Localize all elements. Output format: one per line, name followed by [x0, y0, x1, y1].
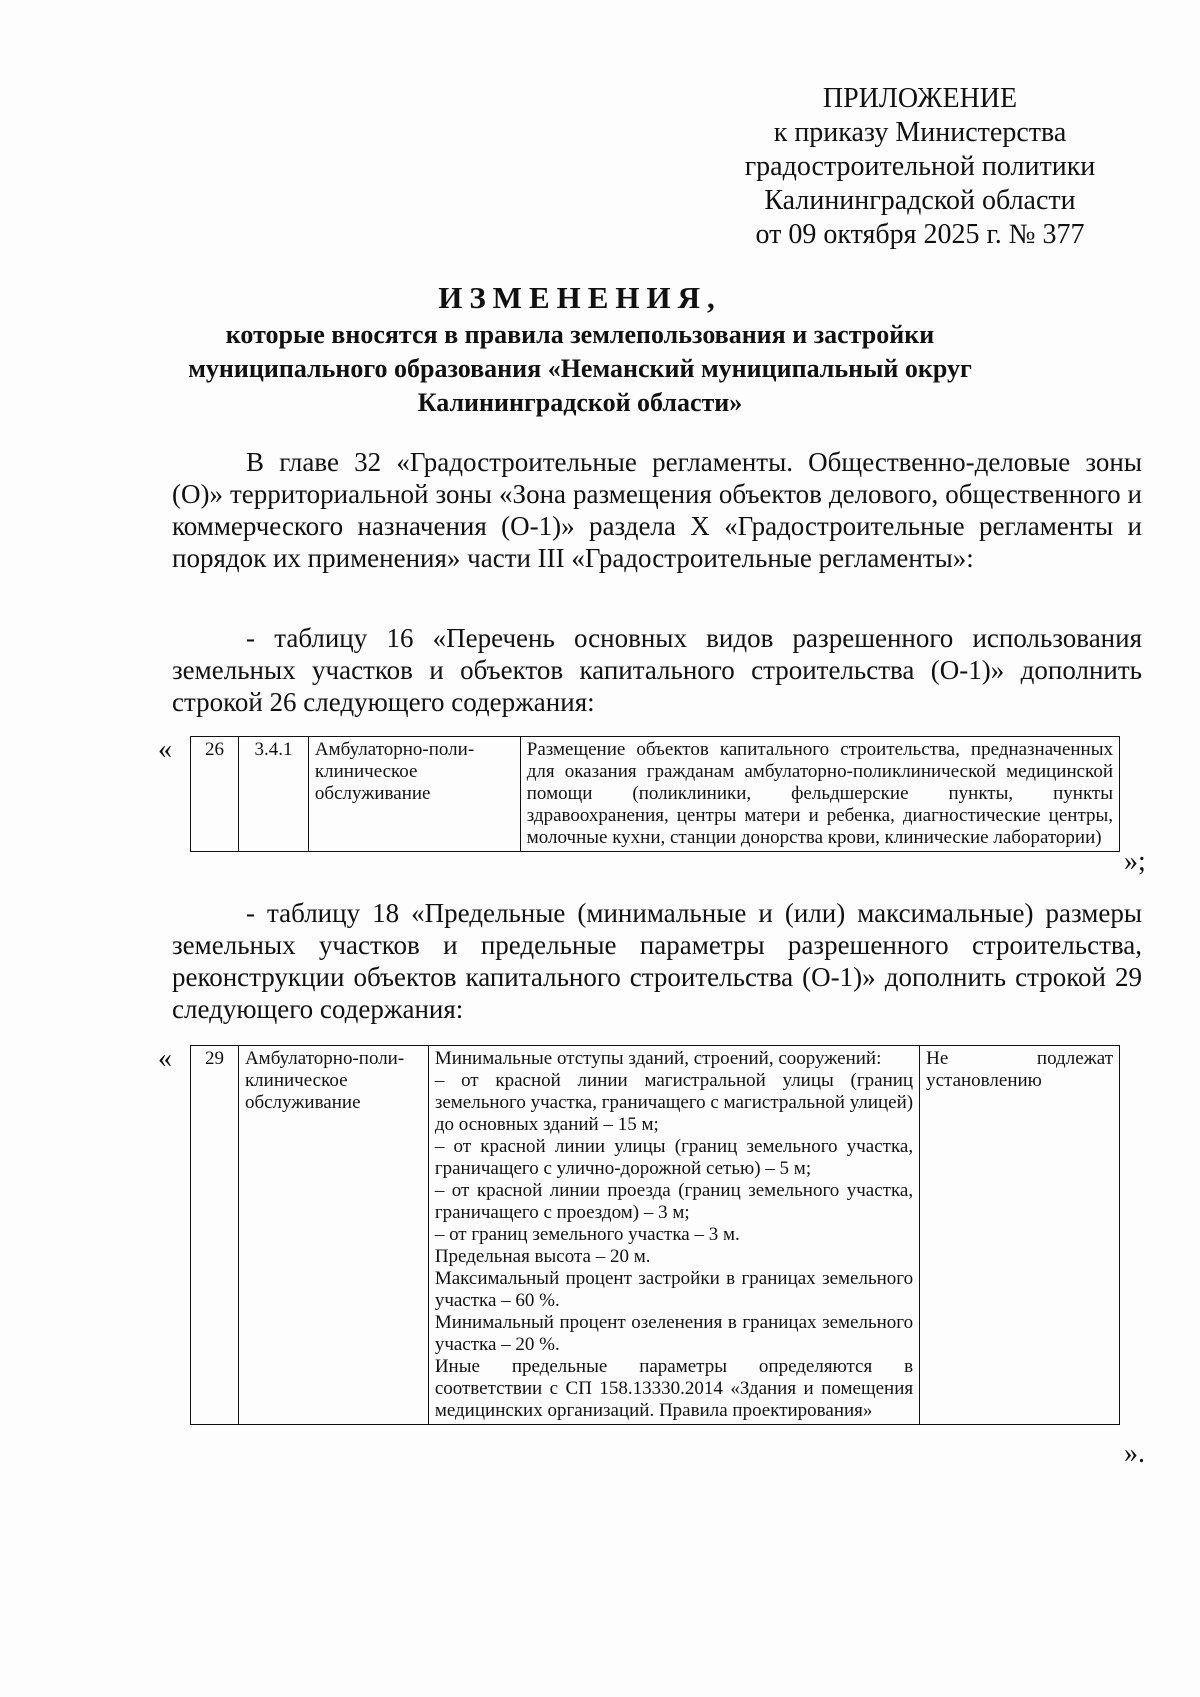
params-cell — [428, 1046, 919, 1425]
code-cell: 3.4.1 — [238, 737, 308, 852]
title-line: муниципального образования «Неманский муниципальный округ — [188, 354, 972, 383]
appendix-title: ПРИЛОЖЕНИЕ — [822, 83, 1018, 114]
paragraph-text: - таблицу 18 «Предельные (минимальные и (или) максимальные) размеры земельных участков и предельные параметры разрешенного строительства, реконструкции объектов капитального строительства (О-1)» дополнить строкой 29 следующего содержания: — [172, 898, 1142, 1024]
title-line: Калининградской области» — [417, 388, 743, 417]
table-row — [191, 737, 1120, 852]
appendix-header — [700, 82, 1140, 252]
appendix-date: от 09 октября 2025 г. № 377 — [755, 219, 1085, 250]
param-line: – от красной линии проезда (границ земельного участка, граничащего с проездом) – 3 м; — [434, 1180, 914, 1223]
table2-open-quote: « — [158, 1043, 172, 1074]
title-main: ИЗМЕНЕНИЯ, — [438, 280, 722, 315]
param-line: – от границ земельного участка – 3 м. — [434, 1224, 740, 1245]
row-number-cell: 29 — [191, 1046, 239, 1425]
appendix-line: Калининградской области — [764, 185, 1076, 216]
param-line: Предельная высота – 20 м. — [434, 1246, 651, 1267]
param-line: Иные предельные параметры определяются в соответствии с СП 158.13330.2014 «Здания и помещения медицинских организаций. Правила проектирования» — [434, 1356, 914, 1421]
param-line: Минимальные отступы зданий, строений, сооружений: — [434, 1048, 882, 1069]
appendix-line: к приказу Министерства — [773, 117, 1067, 148]
appendix-line: градостроительной политики — [744, 151, 1096, 182]
table1-open-quote: « — [158, 734, 172, 765]
paragraph-table16 — [172, 622, 1142, 718]
name-cell: Амбулаторно-поли-клиническое обслуживание — [308, 737, 520, 852]
note-cell: Не подлежат установлению — [920, 1046, 1120, 1425]
paragraph-text: В главе 32 «Градостроительные регламенты. Общественно-деловые зоны (О)» территориальной зоны «Зона размещения объектов делового, общественного и коммерческого назначения (О-1)» раздела X «Градостроительные регламенты и порядок их применения» части III «Градостроительные регламенты»: — [172, 447, 1142, 573]
name-cell: Амбулаторно-поли-клиническое обслуживание — [238, 1046, 428, 1425]
table2-close-quote: ». — [1124, 1438, 1145, 1469]
description-cell: Размещение объектов капитального строительства, предназначенных для оказания гражданам амбулаторно-поликлинической медицинской помощи (поликлиники, фельдшерские пункты, пункты здравоохранения, центры матери и ребенка, диагностические центры, молочные кухни, станции донорства крови, клинические лаборатории) — [520, 737, 1119, 852]
param-line: Минимальный процент озеленения в границах земельного участка – 20 %. — [434, 1312, 914, 1355]
param-line: – от красной линии улицы (границ земельного участка, граничащего с улично-дорожной сетью) – 5 м; — [434, 1136, 914, 1179]
table-18-row — [190, 1045, 1120, 1425]
document-title — [160, 278, 1000, 420]
param-line: – от красной линии магистральной улицы (границ земельного участка, граничащего с магистральной улицей) до основных зданий – 15 м; — [434, 1070, 914, 1135]
paragraph-intro — [172, 446, 1142, 574]
param-line: Максимальный процент застройки в границах земельного участка – 60 %. — [434, 1268, 914, 1311]
table-row — [191, 1046, 1120, 1425]
paragraph-text: - таблицу 16 «Перечень основных видов разрешенного использования земельных участков и объектов капитального строительства (О-1)» дополнить строкой 26 следующего содержания: — [172, 623, 1142, 717]
table1-close-quote: »; — [1124, 846, 1146, 877]
row-number-cell: 26 — [191, 737, 239, 852]
table-16-row — [190, 736, 1120, 852]
paragraph-table18 — [172, 897, 1142, 1025]
title-line: которые вносятся в правила землепользования и застройки — [225, 320, 935, 349]
